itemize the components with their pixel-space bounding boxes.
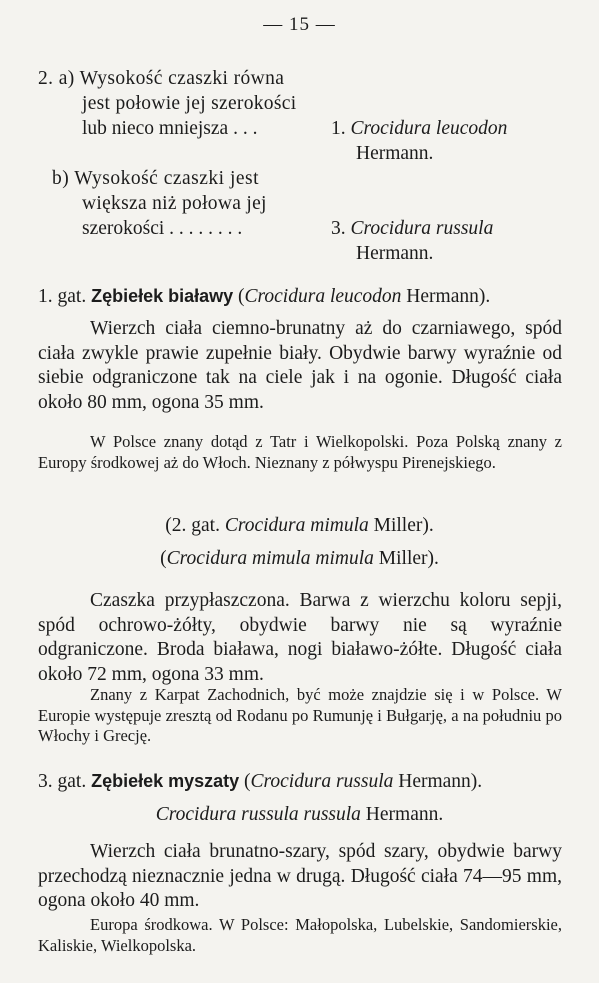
species-3-distribution: Europa środkowa. W Polsce: Małopolska, Lubelskie, Sandomierskie, Kaliskie, Wielkopolska. — [38, 915, 562, 955]
species-3-subspecies-author: Hermann. — [365, 804, 444, 825]
species-1-heading — [38, 284, 490, 309]
species-3-number: 3. gat. — [38, 771, 87, 792]
key-a-line-1: 2. a) Wysokość czaszki równa — [38, 68, 285, 89]
key-b-line-3: szerokości . . . . . . . . — [82, 218, 243, 239]
species-1-author: Hermann). — [406, 286, 491, 307]
key-couplet-b — [38, 166, 494, 264]
paren: ( — [160, 548, 167, 569]
species-1-distribution: W Polsce znany dotąd z Tatr i Wielkopolski. Poza Polską znany z Europy środkowej aż do Włoch. Nieznany z półwyspu Pirenejskiego. — [38, 432, 562, 472]
key-b-result-author: Hermann. — [356, 243, 434, 264]
key-b-result — [331, 216, 493, 241]
key-b-result-number: 3. — [331, 218, 346, 239]
paren: ( — [238, 286, 245, 307]
key-a-line-3: lub nieco mniejsza . . . — [82, 118, 258, 139]
key-a-result-author: Hermann. — [356, 143, 434, 164]
key-a-result-number: 1. — [331, 118, 346, 139]
species-3-author: Hermann). — [398, 771, 483, 792]
key-couplet-a — [38, 66, 508, 164]
species-3-common-name: Zębiełek myszaty — [91, 771, 240, 791]
key-b-line-2: większa niż połowa jej — [82, 193, 267, 214]
species-2-subspecies-author: Miller). — [378, 548, 439, 569]
paren: ( — [244, 771, 251, 792]
species-1-number: 1. gat. — [38, 286, 87, 307]
species-2-author: Miller). — [373, 515, 434, 536]
species-1-common-name: Zębiełek białawy — [91, 286, 234, 306]
species-1-latin-name: Crocidura leucodon — [244, 286, 402, 307]
species-2-description: Czaszka przypłaszczona. Barwa z wierzchu koloru sepji, spód ochrowo-żółty, obydwie barwy nie są wyraźnie odgraniczone. Broda biaława, nogi białawo-żółte. Długość ciała około 72 mm, ogona 33 mm. — [38, 590, 562, 685]
key-a-result-species: Crocidura leucodon — [350, 118, 508, 139]
species-3-subspecies-latin: Crocidura russula russula — [155, 804, 361, 825]
species-2-subspecies — [0, 546, 599, 571]
species-3-latin-name: Crocidura russula — [250, 771, 394, 792]
species-2-latin-name: Crocidura mimula — [224, 515, 369, 536]
key-b-line-1: b) Wysokość czaszki jest — [52, 168, 260, 189]
species-2-number: (2. gat. — [165, 515, 220, 536]
key-b-result-species: Crocidura russula — [350, 218, 494, 239]
key-a-line-2: jest połowie jej szerokości — [82, 93, 297, 114]
page-number: — 15 — — [263, 14, 336, 35]
species-2-subspecies-latin: Crocidura mimula mimula — [166, 548, 374, 569]
species-3-subspecies — [0, 802, 599, 827]
species-3-heading — [38, 769, 482, 794]
key-a-result — [331, 116, 507, 141]
species-2-distribution: Znany z Karpat Zachodnich, być może znajdzie się i w Polsce. W Europie występuje zresztą od Rodanu po Rumunję i Bułgarję, a na południu po Włochy i Grecję. — [38, 685, 562, 745]
species-1-description: Wierzch ciała ciemno-brunatny aż do czarniawego, spód ciała zwykle prawie zupełnie biały. Obydwie barwy wyraźnie od siebie odgraniczone tak na ciele jak i na ogonie. Długość ciała około 80 mm, ogona 35 mm. — [38, 318, 562, 413]
species-3-description: Wierzch ciała brunatno-szary, spód szary, obydwie barwy przechodzą nieznacznie jedna w drugą. Długość ciała 74—95 mm, ogona około 40 mm. — [38, 841, 562, 911]
species-2-heading — [0, 513, 599, 538]
